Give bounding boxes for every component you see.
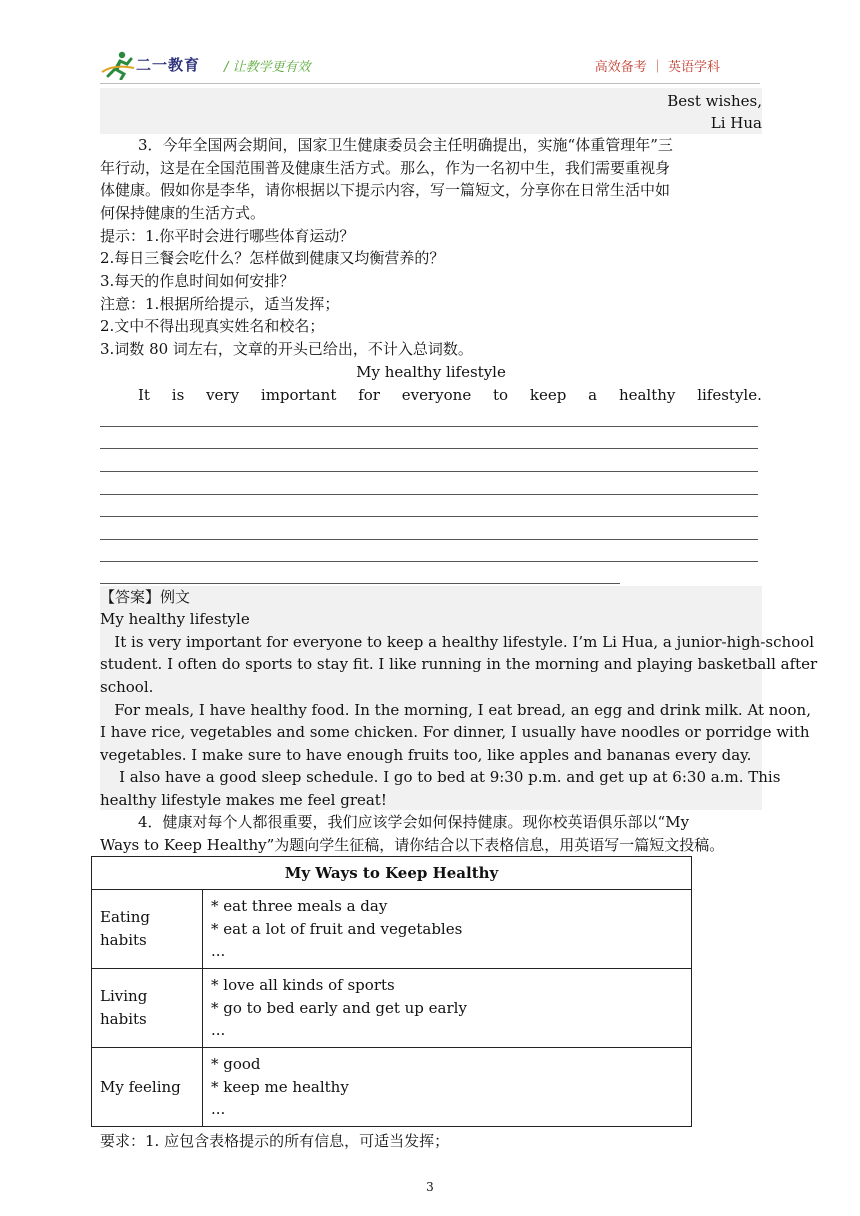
answer-tag: 【答案】例文 [100,588,191,606]
row-item: * keep me healthy [211,1077,349,1096]
row-items [203,1048,692,1127]
row-item: * eat three meals a day [211,897,388,916]
table-title: My Ways to Keep Healthy [92,857,692,890]
q3-prompt-line: 3．今年全国两会期间，国家卫生健康委员会主任明确提出，实施“体重管理年”三 [138,136,673,154]
row-item: ... [211,942,226,961]
answer-line: I have rice, vegetables and some chicken. For dinner, I usually have noodles or porridge with [100,723,810,741]
opening-word: a [588,386,598,404]
opening-word: healthy [618,386,676,404]
row-label: Eating habits [92,890,203,969]
answer-title: My healthy lifestyle [100,610,250,628]
opening-word: very [206,386,240,404]
opening-word: for [358,386,380,404]
row-item: ... [211,1100,226,1119]
q4-prompt-line: Ways to Keep Healthy”为题向学生征稿，请你结合以下表格信息，用英语写一篇短文投稿。 [100,836,725,854]
answer-line: For meals, I have healthy food. In the morning, I eat bread, an egg and drink milk. At noon, [100,701,811,719]
row-label: Living habits [92,969,203,1048]
opening-word: to [493,386,509,404]
q3-prompt-line: 年行动，这是在全国范围普及健康生活方式。那么，作为一名初中生，我们需要重视身 [100,159,671,177]
letter-signature: Li Hua [710,114,762,132]
row-label: My feeling [92,1048,203,1127]
q3-prompt-line: 何保持健康的生活方式。 [100,204,266,222]
q3-note: 注意：1.根据所给提示，适当发挥； [100,295,340,313]
writing-line [100,471,758,472]
answer-line: vegetables. I make sure to have enough fruits too, like apples and bananas every day. [100,746,752,764]
table-header-row [92,857,692,890]
answer-line: student. I often do sports to stay fit. I like running in the morning and playing basketball after [100,655,818,673]
table-row [92,890,692,969]
opening-word: keep [529,386,567,404]
writing-line [100,583,620,584]
opening-word: important [260,386,337,404]
q3-hint: 2.每日三餐会吃什么？怎样做到健康又均衡营养的？ [100,249,445,267]
row-item: * eat a lot of fruit and vegetables [211,919,463,938]
q4-prompt-line: 4．健康对每个人都很重要，我们应该学会如何保持健康。现你校英语俱乐部以“My [138,813,690,831]
header-divider [100,83,760,84]
answer-line: It is very important for everyone to keep a healthy lifestyle. I’m Li Hua, a junior-high-school [100,633,815,651]
writing-line [100,448,758,449]
opening-word: lifestyle. [697,386,762,404]
row-item: * go to bed early and get up early [211,998,467,1017]
row-item: * love all kinds of sports [211,976,395,995]
answer-line: healthy lifestyle makes me feel great! [100,791,387,809]
page-number: 3 [426,1180,434,1194]
q4-requirement: 要求：1. 应包含表格提示的所有信息，可适当发挥； [100,1132,450,1150]
slogan: / 让教学更有效 [224,60,311,75]
opening-word: It [138,386,150,404]
q3-note: 2.文中不得出现真实姓名和校名； [100,317,325,335]
writing-line [100,494,758,495]
writing-line [100,561,758,562]
letter-closing: Best wishes, [667,92,762,110]
opening-word: everyone [401,386,472,404]
row-item: * good [211,1055,261,1074]
writing-line [100,426,758,427]
page-header [100,48,760,82]
subject-tag: 高效备考 ｜ 英语学科 [594,60,720,75]
row-items [203,969,692,1048]
writing-line [100,516,758,517]
table-row [92,1048,692,1127]
logo-text: 二一教育 [136,56,201,74]
writing-line [100,539,758,540]
row-item: ... [211,1021,226,1040]
opening-word: is [171,386,185,404]
q3-note: 3.词数 80 词左右，文章的开头已给出，不计入总词数。 [100,340,473,358]
q3-hint: 3.每天的作息时间如何安排？ [100,272,295,290]
q3-essay-title: My healthy lifestyle [356,363,506,381]
healthy-ways-table [91,856,692,1127]
q3-hint: 提示：1.你平时会进行哪些体育运动？ [100,227,355,245]
row-items [203,890,692,969]
answer-line: school. [100,678,154,696]
answer-line: I also have a good sleep schedule. I go to bed at 9:30 p.m. and get up at 6:30 a.m. This [100,768,781,786]
q3-opening-sentence [100,384,762,407]
q3-prompt-line: 体健康。假如你是李华，请你根据以下提示内容，写一篇短文，分享你在日常生活中如 [100,181,671,199]
table-row [92,969,692,1048]
